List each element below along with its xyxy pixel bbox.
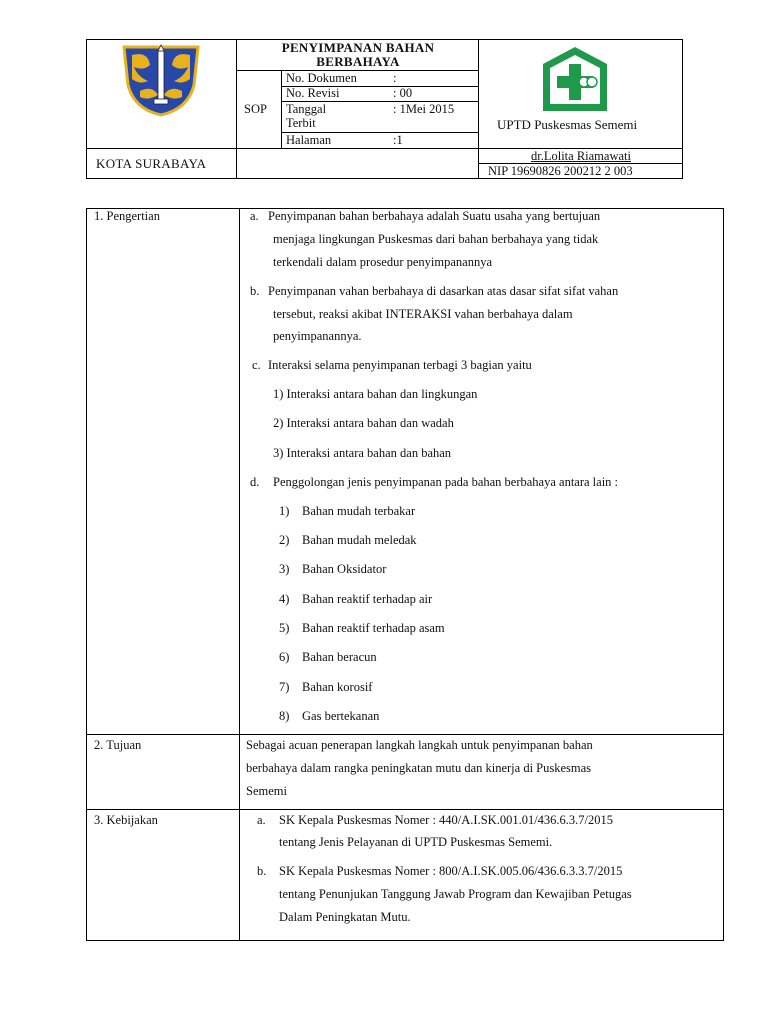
pengertian-d-text: Penggolongan jenis penyimpanan pada bahan berbahaya antara lain : — [273, 475, 619, 489]
pengertian-c-item: 1) Interaksi antara bahan dan lingkungan — [273, 387, 478, 401]
list-item: Bahan korosif — [302, 680, 373, 694]
list-marker: a. — [250, 209, 259, 223]
tujuan-line: Sememi — [246, 784, 287, 798]
pengertian-b-line: penyimpanannya. — [273, 329, 362, 343]
list-item-num: 7) — [279, 680, 290, 694]
section-label-tujuan: 2. Tujuan — [94, 738, 142, 752]
list-marker: b. — [257, 864, 267, 878]
list-item: Bahan mudah terbakar — [302, 504, 416, 518]
puskesmas-logo-icon — [540, 44, 610, 114]
list-item-num: 6) — [279, 650, 290, 664]
pengertian-c-text: Interaksi selama penyimpanan terbagi 3 bagian yaitu — [268, 358, 532, 372]
pengertian-c-item: 2) Interaksi antara bahan dan wadah — [273, 416, 454, 430]
list-item: Bahan reaktif terhadap air — [302, 592, 433, 606]
signer-name: dr.Lolita Riamawati — [531, 149, 631, 163]
list-item: Bahan beracun — [302, 650, 377, 664]
section-label-kebijakan: 3. Kebijakan — [94, 813, 158, 827]
tujuan-line: Sebagai acuan penerapan langkah langkah untuk penyimpanan bahan — [246, 738, 593, 752]
meta-value-no-revisi: : 00 — [393, 86, 413, 100]
list-marker: d. — [250, 475, 260, 489]
list-item: Bahan reaktif terhadap asam — [302, 621, 445, 635]
kebijakan-b-line: tentang Penunjukan Tanggung Jawab Program dan Kewajiban Petugas — [279, 887, 632, 901]
list-item-num: 2) — [279, 533, 290, 547]
meta-value-tanggal: : 1Mei 2015 — [393, 102, 455, 116]
signer-nip: NIP 19690826 200212 2 003 — [488, 164, 633, 178]
pengertian-b-line: tersebut, reaksi akibat INTERAKSI vahan berbahaya dalam — [273, 307, 573, 321]
list-item: Bahan mudah meledak — [302, 533, 417, 547]
list-item: Bahan Oksidator — [302, 562, 387, 576]
list-item-num: 1) — [279, 504, 290, 518]
pengertian-a-line: menjaga lingkungan Puskesmas dari bahan berbahaya yang tidak — [273, 232, 599, 246]
pengertian-c-item: 3) Interaksi antara bahan dan bahan — [273, 446, 452, 460]
list-item: Gas bertekanan — [302, 709, 380, 723]
document-title-line2: BERBAHAYA — [316, 54, 400, 69]
meta-value-halaman: :1 — [393, 133, 403, 147]
list-item-num: 8) — [279, 709, 290, 723]
kebijakan-b-line: SK Kepala Puskesmas Nomer : 800/A.I.SK.005.06/436.6.3.3.7/2015 — [279, 864, 623, 878]
meta-label-halaman: Halaman — [286, 133, 332, 147]
meta-label-terbit: Terbit — [286, 116, 316, 130]
meta-label-no-dokumen: No. Dokumen — [286, 71, 357, 85]
pengertian-a-line: Penyimpanan bahan berbahaya adalah Suatu usaha yang bertujuan — [268, 209, 601, 223]
kebijakan-a-line: tentang Jenis Pelayanan di UPTD Puskesmas Sememi. — [279, 835, 553, 849]
list-marker: c. — [252, 358, 261, 372]
city-name: KOTA SURABAYA — [96, 156, 207, 171]
section-label-pengertian: 1. Pengertian — [94, 209, 160, 223]
pengertian-a-line: terkendali dalam prosedur penyimpanannya — [273, 255, 493, 269]
list-marker: a. — [257, 813, 266, 827]
meta-label-no-revisi: No. Revisi — [286, 86, 340, 100]
city-emblem-icon — [118, 41, 204, 117]
list-item-num: 3) — [279, 562, 290, 576]
document-title-line1: PENYIMPANAN BAHAN — [281, 40, 435, 55]
sop-label: SOP — [244, 102, 267, 116]
tujuan-line: berbahaya dalam rangka peningkatan mutu dan kinerja di Puskesmas — [246, 761, 592, 775]
list-item-num: 5) — [279, 621, 290, 635]
kebijakan-b-line: Dalam Peningkatan Mutu. — [279, 910, 411, 924]
meta-value-no-dokumen: : — [393, 71, 397, 85]
meta-label-tanggal: Tanggal — [286, 102, 327, 116]
pengertian-b-line: Penyimpanan vahan berbahaya di dasarkan atas dasar sifat sifat vahan — [268, 284, 619, 298]
kebijakan-a-line: SK Kepala Puskesmas Nomer : 440/A.I.SK.001.01/436.6.3.7/2015 — [279, 813, 614, 827]
list-marker: b. — [250, 284, 260, 298]
list-item-num: 4) — [279, 592, 290, 606]
org-name: UPTD Puskesmas Sememi — [497, 117, 638, 132]
